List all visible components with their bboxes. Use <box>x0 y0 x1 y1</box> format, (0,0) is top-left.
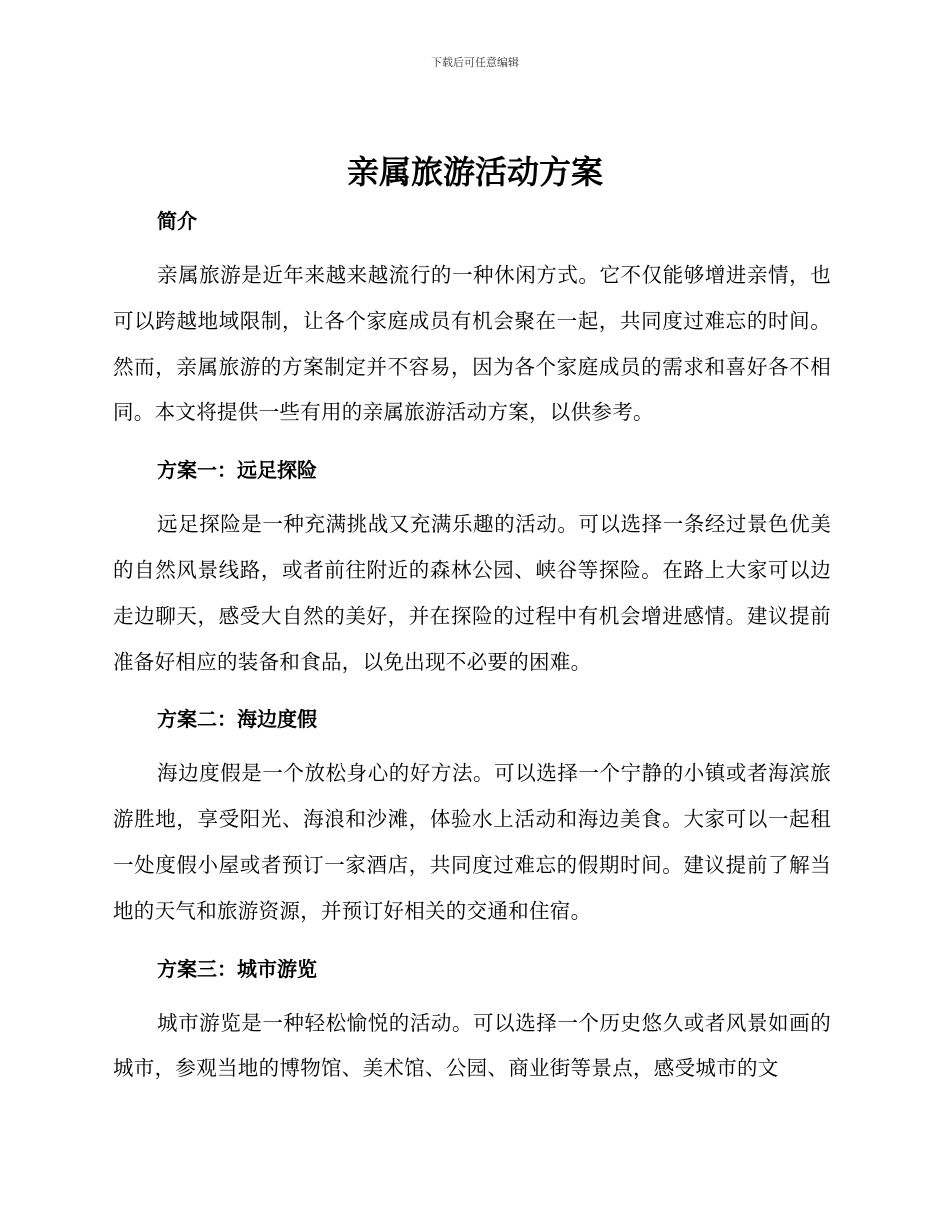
section-paragraph-plan-3: 城市游览是一种轻松愉悦的活动。可以选择一个历史悠久或者风景如画的城市，参观当地的博物馆、美术馆、公园、商业街等景点，感受城市的文 <box>113 1010 831 1081</box>
section-heading-plan-1: 方案一：远足探险 <box>157 458 317 483</box>
header-note: 下载后可任意编辑 <box>431 56 519 69</box>
document-body <box>113 200 831 1092</box>
section-paragraph-intro: 亲属旅游是近年来越来越流行的一种休闲方式。它不仅能够增进亲情，也可以跨越地域限制，让各个家庭成员有机会聚在一起，共同度过难忘的时间。然而，亲属旅游的方案制定并不容易，因为各个家庭成员的需求和喜好各不相同。本文将提供一些有用的亲属旅游活动方案，以供参考。 <box>113 263 831 425</box>
section-heading-plan-2: 方案二：海边度假 <box>157 707 317 732</box>
section-paragraph-plan-2: 海边度假是一个放松身心的好方法。可以选择一个宁静的小镇或者海滨旅游胜地，享受阳光、海浪和沙滩，体验水上活动和海边美食。大家可以一起租一处度假小屋或者预订一家酒店，共同度过难忘的假期时间。建议提前了解当地的天气和旅游资源，并预订好相关的交通和住宿。 <box>113 761 831 923</box>
section-heading-plan-3: 方案三：城市游览 <box>157 956 317 981</box>
section-heading-intro: 简介 <box>157 209 197 233</box>
document-title: 亲属旅游活动方案 <box>346 153 603 191</box>
section-paragraph-plan-1: 远足探险是一种充满挑战又充满乐趣的活动。可以选择一条经过景色优美的自然风景线路，或者前往附近的森林公园、峡谷等探险。在路上大家可以边走边聊天，感受大自然的美好，并在探险的过程中有机会增进感情。建议提前准备好相应的装备和食品，以免出现不必要的困难。 <box>113 512 831 674</box>
